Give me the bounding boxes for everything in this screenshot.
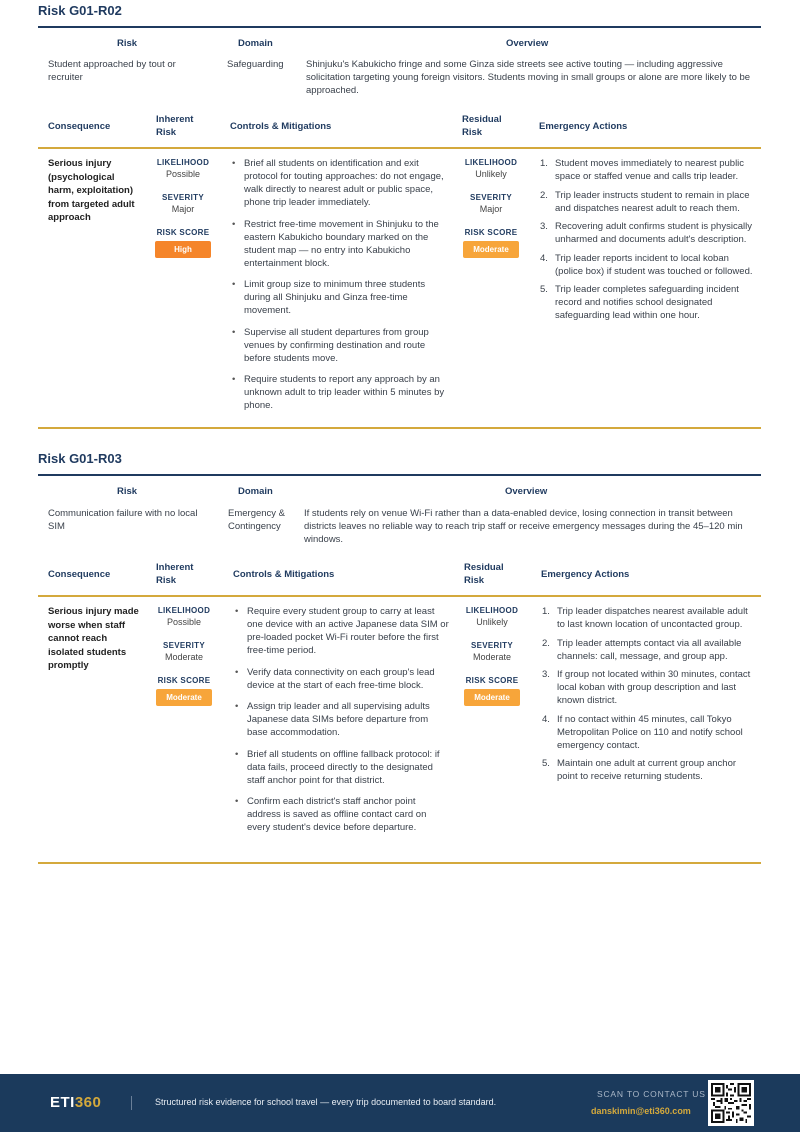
likelihood-label: LIKELIHOOD: [157, 606, 211, 615]
action-item: 1. Student moves immediately to nearest public space or staffed venue and calls trip leader.: [540, 158, 745, 182]
action-item: 5. Maintain one adult at current group anchor point to receive returning students.: [542, 758, 737, 782]
risk-title: Risk G01-R02: [38, 2, 761, 28]
risk-score-badge: Moderate: [156, 689, 212, 706]
risk-score-label: RISK SCORE: [465, 676, 519, 685]
severity-value: Moderate: [164, 652, 204, 662]
inherent-risk-header: Inherent Risk: [156, 562, 194, 586]
emergency-actions-list: [542, 605, 758, 789]
control-item: • Brief all students on identification and exit protocol for touting approaches: do not engage, walk directly to nearest adult or public space, phone trip leader immediately.: [230, 157, 448, 209]
overview-text: Shinjuku's Kabukicho fringe and some Ginza side streets see active touting — including aggressive solicitation targeting young foreign visitors. Students moving in small groups or alone are more likely to be approached.: [306, 59, 751, 96]
residual-risk-header: Residual Risk: [462, 114, 502, 138]
risk-header: Risk: [117, 38, 138, 49]
control-item: • Verify data connectivity on each group's lead device at the start of each free-time block.: [233, 666, 451, 692]
controls-list: [230, 157, 448, 421]
consequence-text: Serious injury (psychological harm, exploitation) from targeted adult approach: [48, 158, 135, 223]
overview-text: If students rely on venue Wi-Fi rather than a data-enabled device, losing connection in transit between districts leaves no reliable way to reach trip staff or receive emergency messages during the 45–120 min windows.: [304, 508, 743, 545]
footer-divider: [131, 1096, 132, 1110]
emergency-actions-header: Emergency Actions: [541, 569, 630, 580]
control-item: • Brief all students on offline fallback protocol: if data fails, proceed directly to the designated staff anchor point for that district.: [233, 748, 451, 787]
residual-risk-header: Residual Risk: [464, 562, 504, 586]
consequence-header: Consequence: [48, 569, 111, 580]
emergency-actions-header: Emergency Actions: [539, 121, 628, 132]
risk-description: Communication failure with no local SIM: [48, 508, 198, 532]
risk-description: Student approached by tout or recruiter: [48, 59, 176, 83]
risk-score-badge: High: [155, 241, 211, 258]
section-end-divider: [38, 862, 761, 864]
page-footer: [0, 1074, 800, 1132]
risk-block-g01-r03: [38, 450, 761, 870]
action-item: 2. Trip leader attempts contact via all available channels: call, message, and group app.: [542, 637, 742, 662]
risk-score-label: RISK SCORE: [156, 228, 210, 237]
control-item: • Require students to report any approach by an unknown adult to trip leader within 5 minutes by phone.: [230, 373, 448, 412]
risk-header: Risk: [117, 486, 138, 497]
action-item: 2. Trip leader instructs student to remain in place and dispatches nearest adult to reach them.: [540, 189, 750, 214]
domain-value: Safeguarding: [227, 59, 284, 70]
controls-header: Controls & Mitigations: [233, 569, 335, 580]
control-item: • Restrict free-time movement in Shinjuku to the eastern Kabukicho boundary marked on the student map — no entry into Kabukicho entertainment block.: [230, 218, 448, 270]
severity-value: Moderate: [472, 652, 512, 662]
severity-label: SEVERITY: [470, 193, 512, 202]
emergency-actions-list: [540, 157, 758, 328]
action-item: 5. Trip leader completes safeguarding incident record and notifies school designated safeguarding lead within one hour.: [540, 284, 739, 321]
action-item: 3. If group not located within 30 minutes, contact local koban with group description and last known district.: [542, 669, 751, 706]
severity-value: Major: [171, 204, 195, 214]
action-item: 4. If no contact within 45 minutes, call Tokyo Metropolitan Police on 110 and notify school emergency contact.: [542, 713, 743, 751]
likelihood-value: Unlikely: [476, 617, 508, 627]
consequence-header: Consequence: [48, 121, 111, 132]
severity-label: SEVERITY: [163, 641, 205, 650]
likelihood-label: LIKELIHOOD: [465, 606, 519, 615]
overview-header: Overview: [505, 486, 548, 497]
contact-email-link[interactable]: danskimin@eti360.com: [591, 1106, 691, 1116]
action-item: 1. Trip leader dispatches nearest available adult to last known location of uncontacted group.: [542, 606, 748, 630]
risk-score-badge: Moderate: [464, 689, 520, 706]
inherent-risk-metrics: [151, 606, 217, 706]
overview-header: Overview: [506, 38, 549, 49]
likelihood-value: Possible: [165, 169, 201, 179]
risk-block-g01-r02: [38, 2, 761, 432]
control-item: • Supervise all student departures from group venues by confirming destination and route before students move.: [230, 326, 448, 365]
domain-header: Domain: [238, 38, 273, 49]
risk-title: Risk G01-R03: [38, 450, 761, 476]
controls-list: [233, 605, 451, 843]
consequence-text: Serious injury made worse when staff cannot reach isolated students promptly: [48, 606, 139, 671]
likelihood-value: Possible: [166, 617, 202, 627]
risk-score-label: RISK SCORE: [464, 228, 518, 237]
inherent-risk-metrics: [150, 158, 216, 258]
likelihood-label: LIKELIHOOD: [464, 158, 518, 167]
section-divider: [38, 147, 761, 149]
inherent-risk-header: Inherent Risk: [156, 114, 194, 138]
qr-code-icon[interactable]: [708, 1080, 754, 1126]
control-item: • Confirm each district's staff anchor point address is saved as offline contact card on every student's device before departure.: [233, 795, 451, 834]
severity-value: Major: [479, 204, 503, 214]
residual-risk-metrics: [458, 158, 524, 258]
severity-label: SEVERITY: [162, 193, 204, 202]
severity-label: SEVERITY: [471, 641, 513, 650]
risk-score-label: RISK SCORE: [157, 676, 211, 685]
control-item: • Require every student group to carry at least one device with an active Japanese data SIM or pre-loaded pocket Wi-Fi router before the first free-time period.: [233, 605, 451, 657]
controls-header: Controls & Mitigations: [230, 121, 332, 132]
section-divider: [38, 595, 761, 597]
likelihood-label: LIKELIHOOD: [156, 158, 210, 167]
eti360-logo: ETI360: [50, 1094, 102, 1111]
footer-tagline: Structured risk evidence for school travel — every trip documented to board standard.: [155, 1097, 497, 1107]
control-item: • Limit group size to minimum three students during all Shinjuku and Ginza free-time movement.: [230, 278, 448, 317]
domain-header: Domain: [238, 486, 273, 497]
domain-value: Emergency & Contingency: [228, 508, 286, 532]
action-item: 3. Recovering adult confirms student is physically unharmed and documents adult's description.: [540, 221, 752, 245]
likelihood-value: Unlikely: [475, 169, 507, 179]
risk-score-badge: Moderate: [463, 241, 519, 258]
control-item: • Assign trip leader and all supervising adults Japanese data SIMs before departure from base accommodation.: [233, 700, 451, 739]
residual-risk-metrics: [459, 606, 525, 706]
action-item: 4. Trip leader reports incident to local koban (police box) if student was touched or followed.: [540, 252, 753, 277]
section-end-divider: [38, 427, 761, 429]
scan-label: SCAN TO CONTACT US: [597, 1089, 706, 1099]
